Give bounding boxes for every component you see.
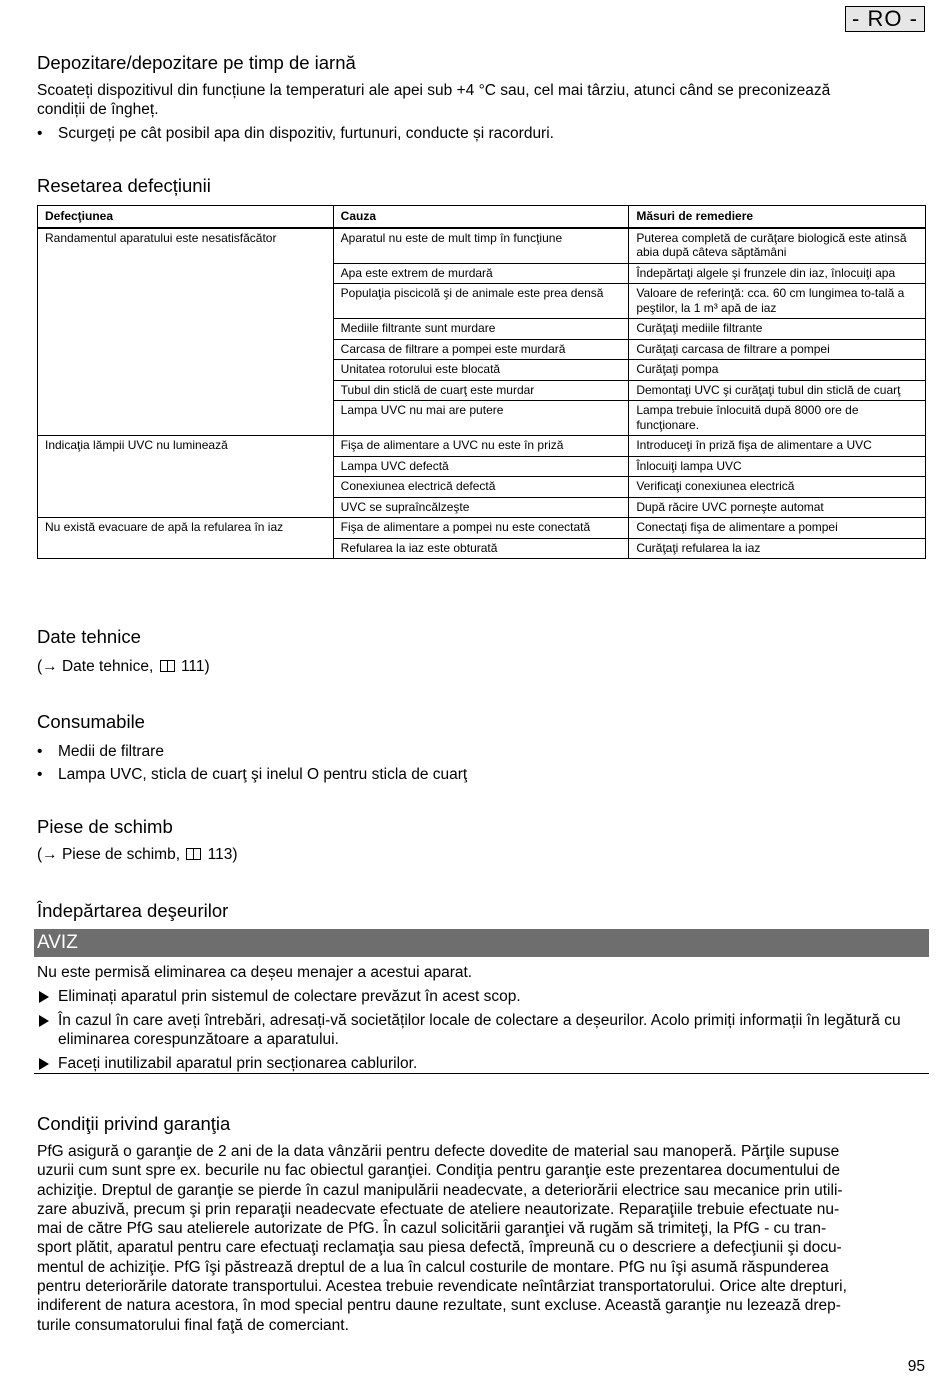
storage-text bbox=[37, 81, 917, 120]
fault-cell: Nu există evacuare de apă la refularea în iaz bbox=[38, 518, 334, 559]
fault-cell: Indicaţia lămpii UVC nu luminează bbox=[38, 436, 334, 518]
remedy-cell: După răcire UVC porneşte automat bbox=[629, 497, 926, 518]
warranty-line: uzurii cum sunt spre ex. becurile nu fac obiectul garanţiei. Condiţia pentru garanţie este prezentarea documentului de bbox=[37, 1162, 841, 1180]
arrow-right-icon bbox=[39, 991, 49, 1003]
list-item bbox=[37, 765, 467, 784]
remedy-cell: Demontaţi UVC şi curăţaţi tubul din sticlă de cuarţ bbox=[629, 380, 926, 401]
disposal-step-text: Faceți inutilizabil aparatul prin secționarea cablurilor. bbox=[58, 1055, 418, 1072]
disposal-step-text: În cazul în care aveți întrebări, adresați-vă societăților locale de colectare a deșeurilor. Acolo primiți informații în legătură cu eliminarea corespunzătoare a aparatului. bbox=[58, 1012, 901, 1049]
storage-bullet bbox=[37, 124, 554, 143]
remedy-cell: Înlocuiţi lampa UVC bbox=[629, 456, 926, 477]
remedy-cell: Puterea completă de curăţare biologică este atinsă abia după câteva săptămâni bbox=[629, 228, 926, 264]
disposal-step-text: Eliminați aparatul prin sistemul de colectare prevăzut în acest scop. bbox=[58, 988, 521, 1005]
header-fault: Defecţiunea bbox=[38, 206, 334, 228]
remedy-cell: Curăţaţi refularea la iaz bbox=[629, 538, 926, 559]
remedy-cell: Conectaţi fişa de alimentare a pompei bbox=[629, 518, 926, 539]
language-badge: - RO - bbox=[845, 6, 925, 32]
table-row bbox=[38, 518, 926, 539]
table-row bbox=[38, 436, 926, 457]
storage-text-line-1: Scoateți dispozitivul din funcțiune la temperaturi ale apei sub +4 °C sau, cel mai târziu, atunci când se preconizează bbox=[37, 82, 831, 99]
warranty-line: zare abuzivă, precum şi prin reparaţii neadecvate efectuate de ateliere neautorizate. Reparaţiile trebuie efectuate nu- bbox=[37, 1200, 840, 1218]
storage-text-line-2: condiții de îngheț. bbox=[37, 101, 159, 119]
remedy-cell: Curăţaţi pompa bbox=[629, 360, 926, 381]
remedy-cell: Valoare de referinţă: cca. 60 cm lungimea to-tală a peştilor, la 1 m³ apă de iaz bbox=[629, 284, 926, 319]
cause-cell: Lampa UVC defectă bbox=[333, 456, 629, 477]
section-title-warranty: Condiţii privind garanţia bbox=[37, 1113, 231, 1134]
cause-cell: Tubul din sticlă de cuarţ este murdar bbox=[333, 380, 629, 401]
disposal-step bbox=[37, 1011, 927, 1050]
header-cause: Cauza bbox=[333, 206, 629, 228]
disposal-step bbox=[37, 1054, 927, 1073]
bullet-icon: • bbox=[37, 125, 43, 142]
warranty-line: indiferent de natura acestora, în mod special pentru daune rezultate, sunt excluse. Această garanţie nu lezează drep- bbox=[37, 1297, 841, 1315]
warranty-line: turile consumatorului final faţă de comerciant. bbox=[37, 1316, 349, 1334]
cause-cell: Lampa UVC nu mai are putere bbox=[333, 401, 629, 436]
cause-cell: Carcasa de filtrare a pompei este murdară bbox=[333, 339, 629, 360]
bullet-icon: • bbox=[37, 766, 43, 783]
page-number: 95 bbox=[907, 1358, 925, 1375]
cause-cell: Fişa de alimentare a UVC nu este în priză bbox=[333, 436, 629, 457]
tech-reference bbox=[37, 657, 917, 676]
fault-cell: Randamentul aparatului este nesatisfăcător bbox=[38, 228, 334, 436]
warranty-line: mai de către PfG sau atelierele autorizate de PfG. În cazul solicitării garanţiei vă rugăm să trimiteţi, la PfG - cu tran- bbox=[37, 1220, 827, 1238]
section-title-faults: Resetarea defecțiunii bbox=[37, 175, 211, 196]
arrow-right-icon bbox=[39, 1015, 49, 1027]
cause-cell: Aparatul nu este de mult timp în funcţiune bbox=[333, 228, 629, 264]
header-remedy: Măsuri de remediere bbox=[629, 206, 926, 228]
faults-table bbox=[37, 205, 926, 559]
warranty-line: mentul de achiziţie. PfG îşi păstrează dreptul de a lua în calcul costurile de montare. PfG nu îşi asumă răspunderea bbox=[37, 1258, 829, 1276]
tech-ref-suffix: 111) bbox=[180, 658, 210, 675]
remedy-cell: Curăţaţi carcasa de filtrare a pompei bbox=[629, 339, 926, 360]
warranty-line: achiziţie. Dreptul de garanţie se pierde în cazul manipulării neadecvate, a deteriorării electrice sau mecanice prin utili- bbox=[37, 1181, 843, 1199]
cause-cell: Conexiunea electrică defectă bbox=[333, 477, 629, 498]
remedy-cell: Îndepărtaţi algele şi frunzele din iaz, înlocuiţi apa bbox=[629, 263, 926, 284]
cause-cell: Mediile filtrante sunt murdare bbox=[333, 319, 629, 340]
remedy-cell: Verificaţi conexiunea electrică bbox=[629, 477, 926, 498]
cause-cell: UVC se supraîncălzeşte bbox=[333, 497, 629, 518]
disposal-step bbox=[37, 987, 927, 1006]
table-row bbox=[38, 228, 926, 264]
spares-ref-suffix: 113) bbox=[207, 846, 238, 863]
warranty-text bbox=[37, 1142, 927, 1335]
consumable-item: Medii de filtrare bbox=[58, 743, 164, 760]
bullet-icon: • bbox=[37, 743, 43, 760]
warranty-line: sport plătit, aparatul pentru care efectuaţi reclamaţia sau piesa defectă, împreună cu o descriere a defecţiunii şi docu- bbox=[37, 1239, 842, 1257]
remedy-cell: Introduceţi în priză fişa de alimentare a UVC bbox=[629, 436, 926, 457]
notice-banner: AVIZ bbox=[34, 929, 929, 957]
cause-cell: Unitatea rotorului este blocată bbox=[333, 360, 629, 381]
notice-divider bbox=[34, 1073, 929, 1074]
section-title-disposal: Îndepărtarea deşeurilor bbox=[37, 900, 229, 921]
warranty-line: pentru deteriorările datorate transportului. Acestea trebuie revendicate neîntârziat transportatorului. Orice alte drepturi, bbox=[37, 1278, 847, 1296]
remedy-cell: Lampa trebuie înlocuită după 8000 ore de funcţionare. bbox=[629, 401, 926, 436]
spares-ref-prefix: (→ Piese de schimb, bbox=[37, 846, 180, 863]
storage-bullet-text: Scurgeți pe cât posibil apa din dispozitiv, furtunuri, conducte și racorduri. bbox=[58, 125, 554, 142]
cause-cell: Apa este extrem de murdară bbox=[333, 263, 629, 284]
list-item bbox=[37, 742, 164, 761]
section-title-tech: Date tehnice bbox=[37, 626, 141, 647]
consumable-item: Lampa UVC, sticla de cuarţ şi inelul O pentru sticla de cuarţ bbox=[58, 766, 468, 783]
book-icon bbox=[186, 848, 201, 860]
warranty-line: PfG asigură o garanţie de 2 ani de la data vânzării pentru defecte dovedite de material sau manoperă. Părţile supuse bbox=[37, 1143, 840, 1160]
faults-header-row bbox=[38, 206, 926, 228]
disposal-text: Nu este permisă eliminarea ca deșeu menajer a acestui aparat. bbox=[37, 964, 473, 981]
tech-ref-prefix: (→ Date tehnice, bbox=[37, 658, 154, 675]
cause-cell: Populaţia piscicolă şi de animale este prea densă bbox=[333, 284, 629, 319]
section-title-spares: Piese de schimb bbox=[37, 816, 173, 837]
remedy-cell: Curăţaţi mediile filtrante bbox=[629, 319, 926, 340]
section-title-consumables: Consumabile bbox=[37, 711, 145, 732]
book-icon bbox=[160, 660, 175, 672]
cause-cell: Fişa de alimentare a pompei nu este conectată bbox=[333, 518, 629, 539]
spares-reference bbox=[37, 845, 917, 864]
cause-cell: Refularea la iaz este obturată bbox=[333, 538, 629, 559]
section-title-storage: Depozitare/depozitare pe timp de iarnă bbox=[37, 52, 356, 73]
arrow-right-icon bbox=[39, 1058, 49, 1070]
